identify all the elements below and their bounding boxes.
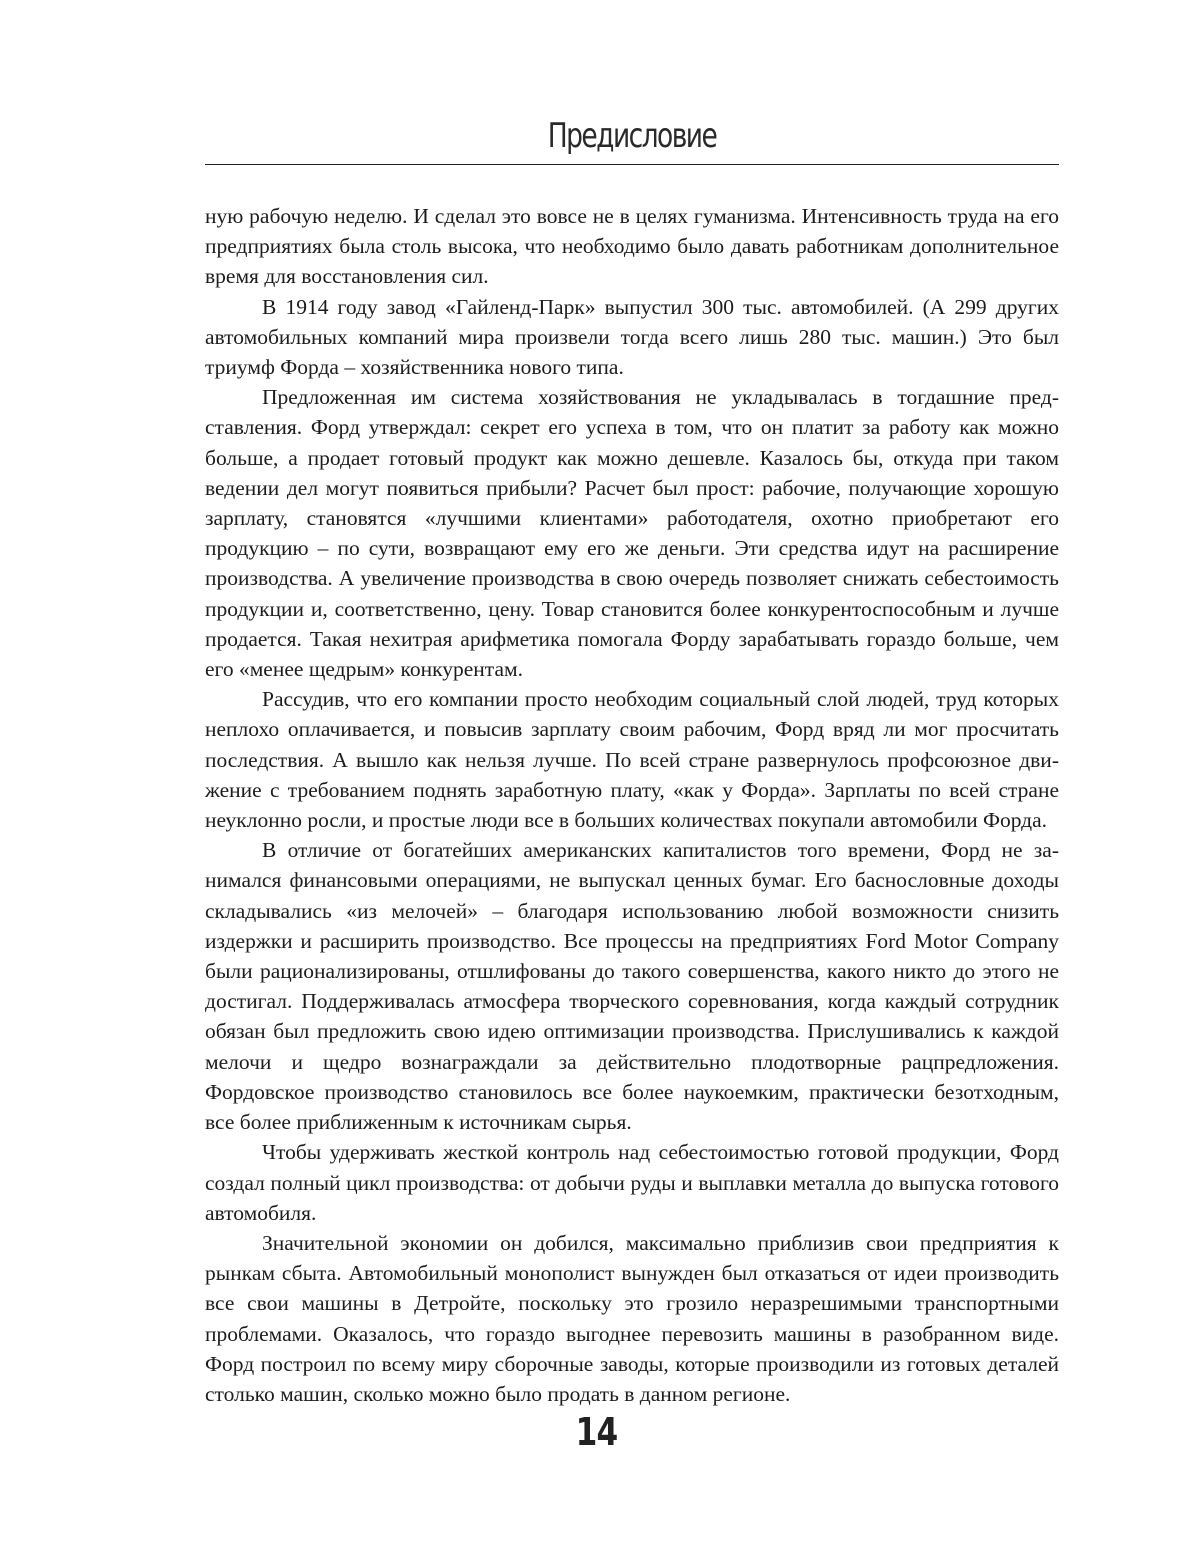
running-header xyxy=(205,112,1059,165)
paragraph: Чтобы удерживать жесткой контроль над себестоимостью готовой продукции, Форд создал полный цикл производства: от добычи руды и выплавки металла до выпуска готового автомобиля. xyxy=(205,1140,1059,1225)
body-text xyxy=(205,201,1059,1409)
paragraph: В отличие от богатейших американских капиталистов того времени, Форд не занимался финансовыми операциями, не выпускал ценных бумаг. Его баснословные доходы складывались «из мелочей» – благодаря использованию любой возможности снизить издержки и расширить производство. Все процессы на предприятиях Ford Motor Company были рационализированы, отшлифованы до такого совершенства, какого никто до этого не достигал. Поддерживалась атмосфера творческого соревнования, когда каждый сотрудник обязан был предложить свою идею оптимизации производства. Прислушивались к каждой мелочи и щедро вознаграждали за действительно плодотворные рацпредложения. Фордовское производство становилось все более наукоемким, практически безотходным, все более приближенным к источникам сырья. xyxy=(205,838,1059,1135)
paragraph: Предложенная им система хозяйствования не укладывалась в тогдашние представления. Форд утверждал: секрет его успеха в том, что он платит за работу как можно больше, а продает готовый продукт как можно дешевле. Казалось бы, откуда при таком ведении дел могут появиться прибыли? Расчет был прост: рабочие, получающие хорошую зарплату, становятся «лучшими клиентами» работодателя, охотно приобретают его продукцию – по сути, возвращают ему его же деньги. Эти средства идут на расширение производства. А увеличение производства в свою очередь позволяет снижать себестоимость продукции и, соответственно, цену. Товар становится более конкурентоспособным и лучше продается. Такая нехитрая арифметика помогала Форду зарабатывать гораздо больше, чем его «менее щедрым» конкурентам. xyxy=(205,385,1059,682)
paragraph: Значительной экономии он добился, максимально приблизив свои предприятия к рынкам сбыта. Автомобильный монополист вынужден был отказаться от идеи производить все свои машины в Детройте, поскольку это грозило неразрешимыми транспортными проблемами. Оказалось, что гораздо выгоднее перевозить машины в разобранном виде. Форд построил по всему миру сборочные заводы, которые производили из готовых деталей столько машин, сколько можно было продать в данном регионе. xyxy=(205,1230,1059,1406)
paragraph: В 1914 году завод «Гайленд-Парк» выпустил 300 тыс. автомобилей. (А 299 других автомобильных компаний мира произвели тогда всего лишь 280 тыс. машин.) Это был триумф Форда – хозяйственника нового типа. xyxy=(205,294,1059,380)
page-number: 14 xyxy=(575,1410,618,1454)
paragraph: Рассудив, что его компании просто необходим социальный слой людей, труд которых неплохо оплачивается, и повысив зарплату своим рабочим, Форд вряд ли мог просчитать последствия. А вышло как нельзя лучше. По всей стране развернулось профсоюзное движение с требованием поднять заработную плату, «как у Форда». Зарплаты по всей стране неуклонно росли, и простые люди все в больших количествах покупали автомобили Форда. xyxy=(205,687,1059,833)
paragraph: ную рабочую неделю. И сделал это вовсе не в целях гуманизма. Интенсивность труда на его предприятиях была столь высока, что необходимо было давать работникам дополнительное время для восстановления сил. xyxy=(205,204,1059,289)
chapter-title: Предисловие xyxy=(547,116,717,156)
